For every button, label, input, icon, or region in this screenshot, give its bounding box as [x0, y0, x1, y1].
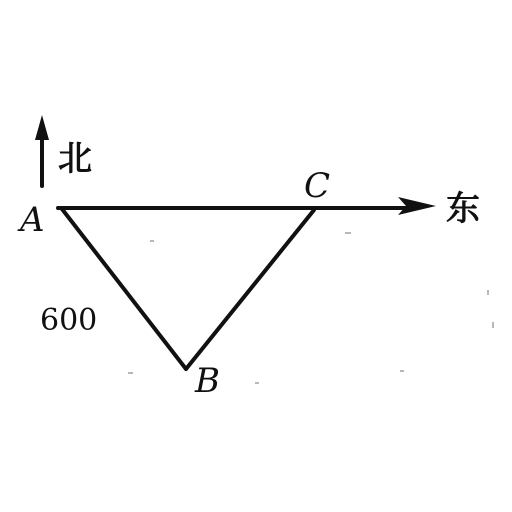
- east-axis: [58, 197, 436, 215]
- north-arrowhead-icon: [35, 115, 49, 140]
- segment-bc: [186, 210, 314, 369]
- length-ab-label: 600: [40, 303, 98, 338]
- north-label: 北: [58, 139, 92, 179]
- east-label: 东: [446, 189, 480, 229]
- point-b-label: B: [195, 361, 220, 401]
- point-a-label: A: [20, 200, 45, 240]
- segment-ab: [62, 209, 186, 369]
- north-arrow: [35, 115, 49, 186]
- point-c-label: C: [304, 166, 331, 206]
- scan-noise: [128, 232, 494, 384]
